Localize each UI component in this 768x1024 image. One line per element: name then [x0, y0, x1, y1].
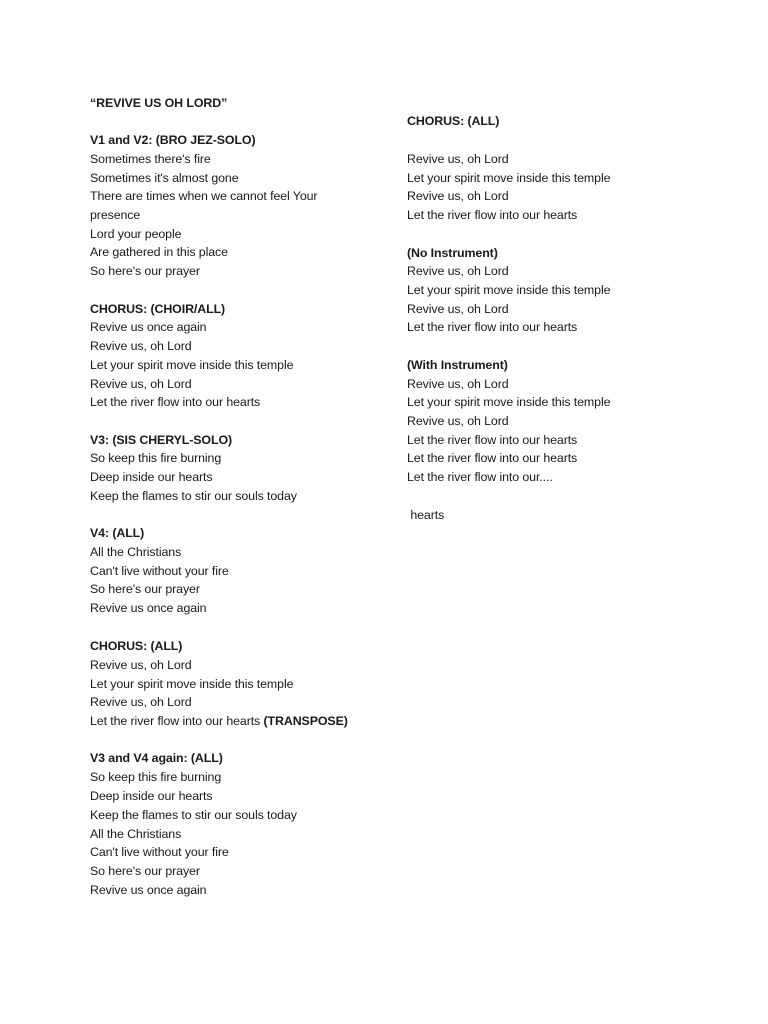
lyric-line [90, 187, 317, 205]
lyric-line-text: Let your spirit move inside this temple [407, 283, 611, 297]
section-heading [90, 749, 223, 767]
lyric-line-text: Let your spirit move inside this temple [90, 677, 294, 691]
lyric-line [407, 375, 509, 393]
lyric-line [90, 675, 293, 693]
lyric-line-text: Let the river flow into our hearts [90, 714, 261, 728]
lyric-line [407, 262, 509, 280]
song-title: “REVIVE US OH LORD” [90, 96, 228, 110]
lyric-line-text: So keep this fire burning [90, 451, 222, 465]
section-heading [407, 244, 498, 262]
lyric-line [90, 393, 260, 411]
section-heading-text: CHORUS: (CHOIR/ALL) [90, 302, 226, 316]
lyric-line-text: Let the river flow into our hearts [407, 208, 578, 222]
lyric-line [407, 412, 509, 430]
lyric-line-text: Revive us, oh Lord [407, 302, 509, 316]
lyric-line [90, 580, 200, 598]
lyric-line-text: Let the river flow into our hearts [90, 395, 261, 409]
lyric-line-text: Revive us once again [90, 320, 207, 334]
lyric-line-text: Can't live without your fire [90, 564, 229, 578]
lyric-line-text: Deep inside our hearts [90, 789, 213, 803]
lyric-line [407, 506, 444, 524]
lyric-line [90, 881, 206, 899]
lyric-line-text: So here's our prayer [90, 264, 200, 278]
lyric-line-text: All the Christians [90, 827, 182, 841]
section-heading-text: V1 and V2: (BRO JEZ-SOLO) [90, 133, 256, 147]
lyric-line-text: Revive us, oh Lord [407, 264, 509, 278]
lyric-line [90, 768, 221, 786]
lyric-line [407, 468, 553, 486]
lyric-line-text: Let the river flow into our.... [407, 470, 553, 484]
section-heading [407, 112, 499, 130]
section-heading-text: CHORUS: (ALL) [407, 114, 500, 128]
lyric-line [90, 843, 229, 861]
lyric-line-text: So here's our prayer [90, 864, 200, 878]
lyric-line [90, 656, 192, 674]
lyric-line [90, 562, 229, 580]
lyric-line [90, 243, 228, 261]
lyric-line [90, 806, 297, 824]
lyric-line-text: Let your spirit move inside this temple [407, 395, 611, 409]
lyric-line [90, 543, 181, 561]
lyric-line [90, 206, 140, 224]
lyric-line-text: Keep the flames to stir our souls today [90, 489, 297, 503]
lyric-line [407, 187, 509, 205]
section-heading [90, 524, 144, 542]
lyric-line [407, 431, 577, 449]
section-heading-text: (No Instrument) [407, 246, 498, 260]
section-heading-text: (With Instrument) [407, 358, 508, 372]
lyric-line-text: presence [90, 208, 141, 222]
lyric-line-text: Revive us, oh Lord [90, 377, 192, 391]
section-heading-text: V3 and V4 again: (ALL) [90, 751, 223, 765]
section-heading [90, 131, 255, 149]
lyric-line [90, 693, 192, 711]
lyric-line-text: Let your spirit move inside this temple [407, 171, 611, 185]
section-heading [407, 356, 508, 374]
lyric-line [407, 169, 610, 187]
lyric-line [407, 281, 610, 299]
section-heading-text: CHORUS: (ALL) [90, 639, 183, 653]
lyric-line-text: Revive us, oh Lord [90, 695, 192, 709]
lyric-line-text: There are times when we cannot feel Your [90, 189, 318, 203]
lyric-line [90, 825, 181, 843]
lyric-line-text: Revive us, oh Lord [407, 377, 509, 391]
lyric-line [90, 787, 212, 805]
lyric-line-text: Revive us once again [90, 601, 207, 615]
lyric-line-text: Revive us, oh Lord [407, 189, 509, 203]
lyric-line-text: Let the river flow into our hearts [407, 433, 578, 447]
lyric-line [90, 150, 211, 168]
lyric-line-text: Revive us, oh Lord [407, 414, 509, 428]
lyric-line-text: Let the river flow into our hearts [407, 320, 578, 334]
lyric-line-text: Keep the flames to stir our souls today [90, 808, 297, 822]
lyric-line [90, 262, 200, 280]
lyric-line [90, 712, 348, 730]
lyric-line [90, 862, 200, 880]
section-heading [90, 300, 225, 318]
lyric-line-text: Sometimes there's fire [90, 152, 211, 166]
lyric-line [90, 225, 181, 243]
lyric-line [90, 449, 221, 467]
transpose-note: (TRANSPOSE) [263, 714, 348, 728]
lyric-line-text: Let the river flow into our hearts [407, 451, 578, 465]
lyric-line-text: Revive us once again [90, 883, 207, 897]
lyric-line [90, 169, 239, 187]
section-heading-text: V3: (SIS CHERYL-SOLO) [90, 433, 233, 447]
lyric-line-text: Let your spirit move inside this temple [90, 358, 294, 372]
lyric-line-text: hearts [407, 508, 445, 522]
lyric-line [407, 318, 577, 336]
lyric-line-text: Revive us, oh Lord [407, 152, 509, 166]
lyric-line [407, 206, 577, 224]
lyric-line-text: Are gathered in this place [90, 245, 228, 259]
lyric-line-text: All the Christians [90, 545, 182, 559]
section-heading-text: V4: (ALL) [90, 526, 145, 540]
section-heading [90, 431, 232, 449]
lyric-line-text: Sometimes it's almost gone [90, 171, 239, 185]
lyric-line [407, 150, 509, 168]
lyric-line [90, 375, 192, 393]
lyric-line [90, 356, 293, 374]
lyric-line-text: Revive us, oh Lord [90, 339, 192, 353]
lyric-line-text: Can't live without your fire [90, 845, 229, 859]
lyric-line [407, 393, 610, 411]
lyric-line-text: Deep inside our hearts [90, 470, 213, 484]
lyric-line [407, 449, 577, 467]
lyric-line [90, 468, 212, 486]
lyric-line [407, 300, 509, 318]
lyric-line-text: Lord your people [90, 227, 182, 241]
lyric-line [90, 599, 206, 617]
lyric-line [90, 337, 192, 355]
lyric-line-text: So keep this fire burning [90, 770, 222, 784]
lyric-line-text: So here's our prayer [90, 582, 200, 596]
lyric-line [90, 487, 297, 505]
section-heading [90, 637, 182, 655]
lyric-line-text: Revive us, oh Lord [90, 658, 192, 672]
lyric-line [90, 318, 206, 336]
